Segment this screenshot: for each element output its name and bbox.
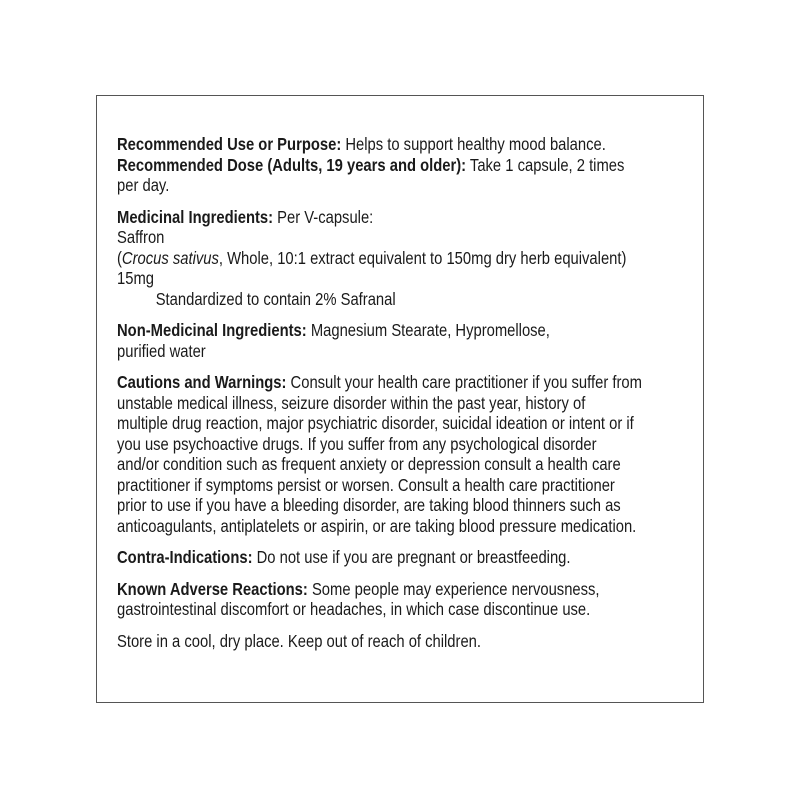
recommended-dose-line [117,155,695,176]
ingredient-amount: 15mg [117,268,154,288]
contra-indications-heading: Contra-Indications: [117,547,253,567]
adverse-reactions-section [117,579,695,620]
non-medicinal-text-cont: purified water [117,340,206,361]
non-medicinal-section [117,320,695,361]
cautions-line-3: multiple drug reaction, major psychiatric disorder, suicidal ideation or intent or if [117,413,634,433]
cautions-heading: Cautions and Warnings: [117,372,287,392]
cautions-section [117,372,695,536]
label-content [117,134,695,662]
storage-section [117,631,695,652]
cautions-line-6: practitioner if symptoms persist or worsen. Consult a health care practitioner [117,474,615,495]
non-medicinal-text: Magnesium Stearate, Hypromellose, [306,320,550,340]
recommended-use-text: Helps to support healthy mood balance. [341,134,606,154]
storage-text: Store in a cool, dry place. Keep out of reach of children. [117,630,482,651]
recommended-use-line [117,134,695,155]
non-medicinal-line [117,320,695,341]
ingredient-latin-name: Crocus sativus [121,247,219,268]
contra-indications-text: Do not use if you are pregnant or breastfeeding. [252,547,571,567]
adverse-reactions-heading: Known Adverse Reactions: [117,578,308,599]
cautions-line-4: you use psychoactive drugs. If you suffer from any psychological disorder [117,433,597,454]
contra-indications-line [117,547,695,568]
ingredient-name: Saffron [117,227,165,247]
recommended-use-heading: Recommended Use or Purpose: [117,134,342,154]
cautions-line-1 [117,372,695,393]
recommended-dose-heading: Recommended Dose (Adults, 19 years and older): [117,154,467,175]
ingredient-source [117,248,695,269]
recommended-dose-text: Take 1 capsule, 2 times [466,154,625,175]
ingredient-standardized: Standardized to contain 2% Safranal [155,288,396,309]
non-medicinal-heading: Non-Medicinal Ingredients: [117,320,307,340]
adverse-reactions-text: Some people may experience nervousness, [307,578,600,599]
adverse-reactions-line [117,579,695,600]
medicinal-ingredients-section [117,207,695,310]
cautions-line-8: anticoagulants, antiplatelets or aspirin, or are taking blood pressure medication. [117,515,637,536]
cautions-text: Consult your health care practitioner if you suffer from [286,372,642,392]
recommended-dose-text-cont: per day. [117,175,170,195]
contra-indications-section [117,547,695,568]
medicinal-ingredients-text: Per V-capsule: [273,206,374,227]
ingredient-source-open: ( [117,247,122,268]
cautions-line-2: unstable medical illness, seizure disorder within the past year, history of [117,392,586,413]
label-panel [96,95,704,703]
use-dose-section [117,134,695,196]
ingredient-source-details: , Whole, 10:1 extract equivalent to 150mg dry herb equivalent) [218,247,627,268]
medicinal-ingredients-line [117,207,695,228]
medicinal-ingredients-heading: Medicinal Ingredients: [117,206,274,227]
adverse-reactions-text-cont: gastrointestinal discomfort or headaches, in which case discontinue use. [117,599,591,619]
cautions-line-5: and/or condition such as frequent anxiety or depression consult a health care [117,454,621,474]
cautions-line-7: prior to use if you have a bleeding disorder, are taking blood thinners such as [117,495,621,515]
